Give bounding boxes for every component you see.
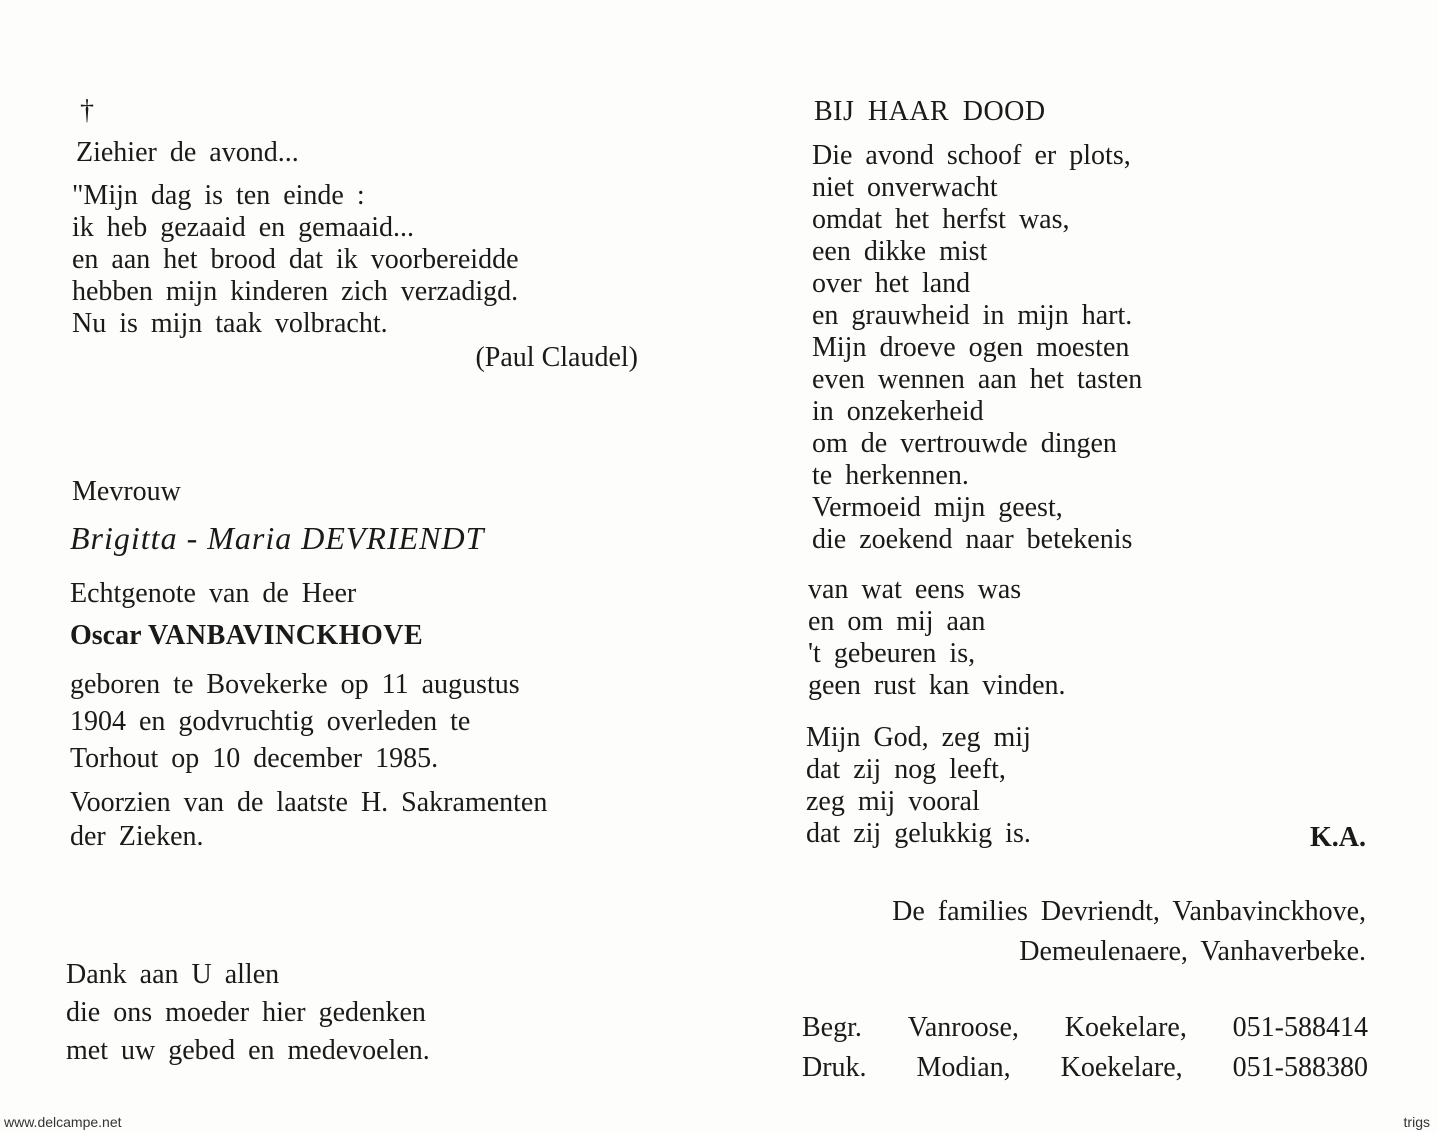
- poem-line: over het land: [812, 268, 971, 299]
- poem-line: Mijn God, zeg mij: [806, 722, 1031, 753]
- poem-line: Mijn droeve ogen moesten: [812, 332, 1130, 363]
- printer-line: [802, 1052, 1368, 1084]
- undertaker-label: Begr.: [802, 1012, 862, 1043]
- families-line-1: De families Devriendt, Vanbavinckhove,: [892, 896, 1366, 927]
- poem-line: omdat het herfst was,: [812, 204, 1070, 235]
- quote-line: Nu is mijn taak volbracht.: [72, 308, 388, 339]
- bio-line: Torhout op 10 december 1985.: [70, 743, 439, 774]
- poem-line: dat zij gelukkig is.: [806, 818, 1031, 849]
- quote-line: ik heb gezaaid en gemaaid...: [72, 212, 414, 243]
- poem-line: zeg mij vooral: [806, 786, 980, 817]
- undertaker-phone: 051-588414: [1232, 1012, 1368, 1043]
- bio-line: 1904 en godvruchtig overleden te: [70, 706, 471, 737]
- families-line-2: Demeulenaere, Vanhaverbeke.: [1019, 936, 1366, 967]
- poem-line: een dikke mist: [812, 236, 988, 267]
- quote-lines: [72, 180, 519, 340]
- poem-line: 't gebeuren is,: [808, 638, 976, 669]
- poem-line: Die avond schoof er plots,: [812, 140, 1131, 171]
- printer-phone: 051-588380: [1232, 1052, 1368, 1083]
- user-watermark: trigs: [1403, 1114, 1430, 1130]
- sacrament-line: der Zieken.: [70, 821, 204, 852]
- thanks-lines: [66, 956, 430, 1070]
- thanks-line: die ons moeder hier gedenken: [66, 997, 426, 1028]
- thanks-line: met uw gebed en medevoelen.: [66, 1035, 430, 1066]
- cross-symbol: †: [80, 95, 94, 126]
- poem-line: die zoekend naar betekenis: [812, 524, 1133, 555]
- poem-line: dat zij nog leeft,: [806, 754, 1006, 785]
- poem-stanza-1: [812, 140, 1142, 556]
- sacrament-line: Voorzien van de laatste H. Sakramenten: [70, 787, 548, 818]
- poem-line: van wat eens was: [808, 574, 1022, 605]
- spouse-name: [70, 620, 423, 652]
- quote-intro: Ziehier de avond...: [76, 137, 299, 168]
- site-watermark: www.delcampe.net: [4, 1114, 122, 1130]
- poem-line: en om mij aan: [808, 606, 986, 637]
- spouse-first-name: Oscar: [70, 620, 142, 651]
- deceased-title: Mevrouw: [72, 476, 181, 507]
- quote-author: (Paul Claudel): [475, 342, 638, 373]
- printer-name: Modian,: [916, 1052, 1011, 1083]
- poem-line: geen rust kan vinden.: [808, 670, 1066, 701]
- bio-lines: [70, 666, 520, 777]
- undertaker-name: Vanroose,: [907, 1012, 1019, 1043]
- undertaker-town: Koekelare,: [1064, 1012, 1187, 1043]
- poem-line: niet onverwacht: [812, 172, 998, 203]
- undertaker-line: [802, 1012, 1368, 1044]
- poem-line: om de vertrouwde dingen: [812, 428, 1117, 459]
- spouse-last-name: VANBAVINCKHOVE: [148, 620, 424, 651]
- poem-line: even wennen aan het tasten: [812, 364, 1143, 395]
- quote-line: en aan het brood dat ik voorbereidde: [72, 244, 519, 275]
- poem-author: K.A.: [1310, 822, 1366, 853]
- poem-line: Vermoeid mijn geest,: [812, 492, 1063, 523]
- sacrament-lines: [70, 786, 547, 854]
- poem-line: en grauwheid in mijn hart.: [812, 300, 1133, 331]
- deceased-name: Brigitta - Maria DEVRIENDT: [70, 520, 485, 556]
- thanks-line: Dank aan U allen: [66, 959, 280, 990]
- poem-line: in onzekerheid: [812, 396, 984, 427]
- quote-line: hebben mijn kinderen zich verzadigd.: [72, 276, 519, 307]
- printer-town: Koekelare,: [1060, 1052, 1183, 1083]
- poem-title: BIJ HAAR DOOD: [814, 96, 1046, 127]
- poem-stanza-3: [806, 722, 1031, 850]
- spouse-intro: Echtgenote van de Heer: [70, 578, 357, 609]
- quote-line: "Mijn dag is ten einde :: [72, 180, 365, 211]
- bio-line: geboren te Bovekerke op 11 augustus: [70, 669, 520, 700]
- printer-label: Druk.: [802, 1052, 867, 1083]
- poem-line: te herkennen.: [812, 460, 969, 491]
- poem-stanza-2: [808, 574, 1066, 702]
